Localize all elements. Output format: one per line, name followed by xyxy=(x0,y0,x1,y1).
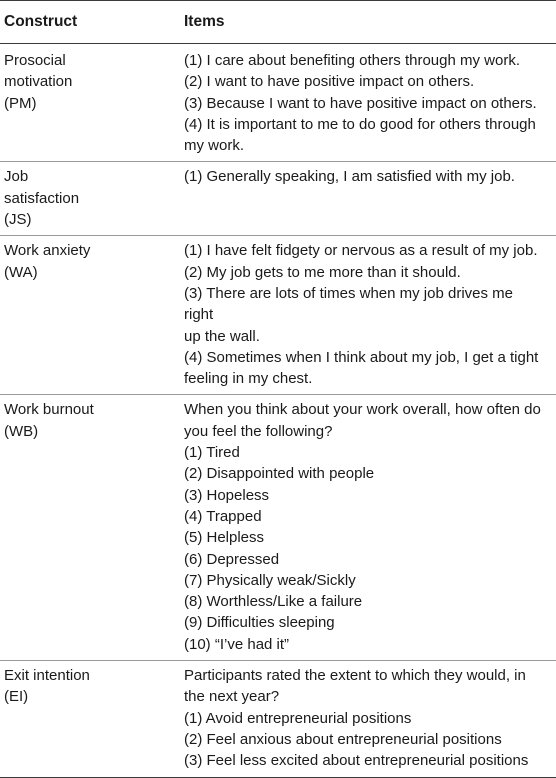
construct-line: (EI) xyxy=(4,688,29,706)
item-line: (1) I care about benefiting others through my work. xyxy=(184,52,521,69)
table-body xyxy=(0,44,556,778)
item-line: the next year? xyxy=(184,688,280,706)
construct-line: (WB) xyxy=(4,422,39,440)
item-line: (5) Helpless xyxy=(184,529,265,547)
header-row xyxy=(0,1,556,44)
item-line: (3) There are lots of times when my job drives me right xyxy=(184,284,514,324)
construct-line: Work anxiety xyxy=(4,242,91,260)
item-line: (2) Disappointed with people xyxy=(184,465,375,483)
construct-cell xyxy=(0,162,184,236)
construct-line: Exit intention xyxy=(4,667,90,685)
item-line: feeling in my chest. xyxy=(184,370,313,388)
item-line: Participants rated the extent to which they would, in xyxy=(184,667,526,685)
item-line: (4) Sometimes when I think about my job, I get a tight xyxy=(184,348,539,366)
item-line: (8) Worthless/Like a failure xyxy=(184,593,363,611)
item-line: (9) Difficulties sleeping xyxy=(184,614,335,632)
item-line: (3) Hopeless xyxy=(184,486,270,504)
item-line: When you think about your work overall, how often do xyxy=(184,401,541,419)
construct-line: Job xyxy=(4,168,29,186)
item-line: (4) It is important to me to do good for others through xyxy=(184,115,536,133)
item-line: my work. xyxy=(184,137,244,155)
item-line: up the wall. xyxy=(184,327,260,345)
construct-line: motivation xyxy=(4,73,73,91)
table-row xyxy=(0,395,556,661)
construct-line: Prosocial xyxy=(4,52,66,69)
items-cell xyxy=(184,44,556,162)
items-cell xyxy=(184,395,556,661)
item-line: (3) Because I want to have positive impact on others. xyxy=(184,94,537,112)
construct-line: satisfaction xyxy=(4,189,80,207)
header-construct: Construct xyxy=(0,1,184,44)
construct-cell xyxy=(0,236,184,395)
item-line: (2) Feel anxious about entrepreneurial positions xyxy=(184,730,502,748)
table-header xyxy=(0,1,556,44)
header-items: Items xyxy=(184,1,556,44)
item-line: you feel the following? xyxy=(184,422,333,440)
item-line: (4) Trapped xyxy=(184,507,262,525)
construct-line: (WA) xyxy=(4,263,38,281)
items-cell xyxy=(184,236,556,395)
table-row xyxy=(0,236,556,395)
item-line: (7) Physically weak/Sickly xyxy=(184,571,356,589)
construct-line: Work burnout xyxy=(4,401,94,419)
construct-cell xyxy=(0,661,184,777)
construct-cell xyxy=(0,44,184,162)
item-line: (1) Tired xyxy=(184,444,240,462)
item-line: (6) Depressed xyxy=(184,550,280,568)
item-line: (1) Generally speaking, I am satisfied with my job. xyxy=(184,168,515,186)
table-row xyxy=(0,661,556,777)
item-line: (2) I want to have positive impact on others. xyxy=(184,73,475,91)
construct-line: (JS) xyxy=(4,211,32,229)
items-cell xyxy=(184,661,556,777)
table-row xyxy=(0,44,556,162)
table-row xyxy=(0,162,556,236)
item-line: (1) I have felt fidgety or nervous as a result of my job. xyxy=(184,242,538,260)
items-cell xyxy=(184,162,556,236)
item-line: (10) “I’ve had it” xyxy=(184,635,290,653)
item-line: (3) Feel less excited about entrepreneurial positions xyxy=(184,752,529,770)
item-line: (1) Avoid entrepreneurial positions xyxy=(184,709,412,727)
construct-line: (PM) xyxy=(4,94,37,112)
construct-cell xyxy=(0,395,184,661)
item-line: (2) My job gets to me more than it should. xyxy=(184,263,461,281)
